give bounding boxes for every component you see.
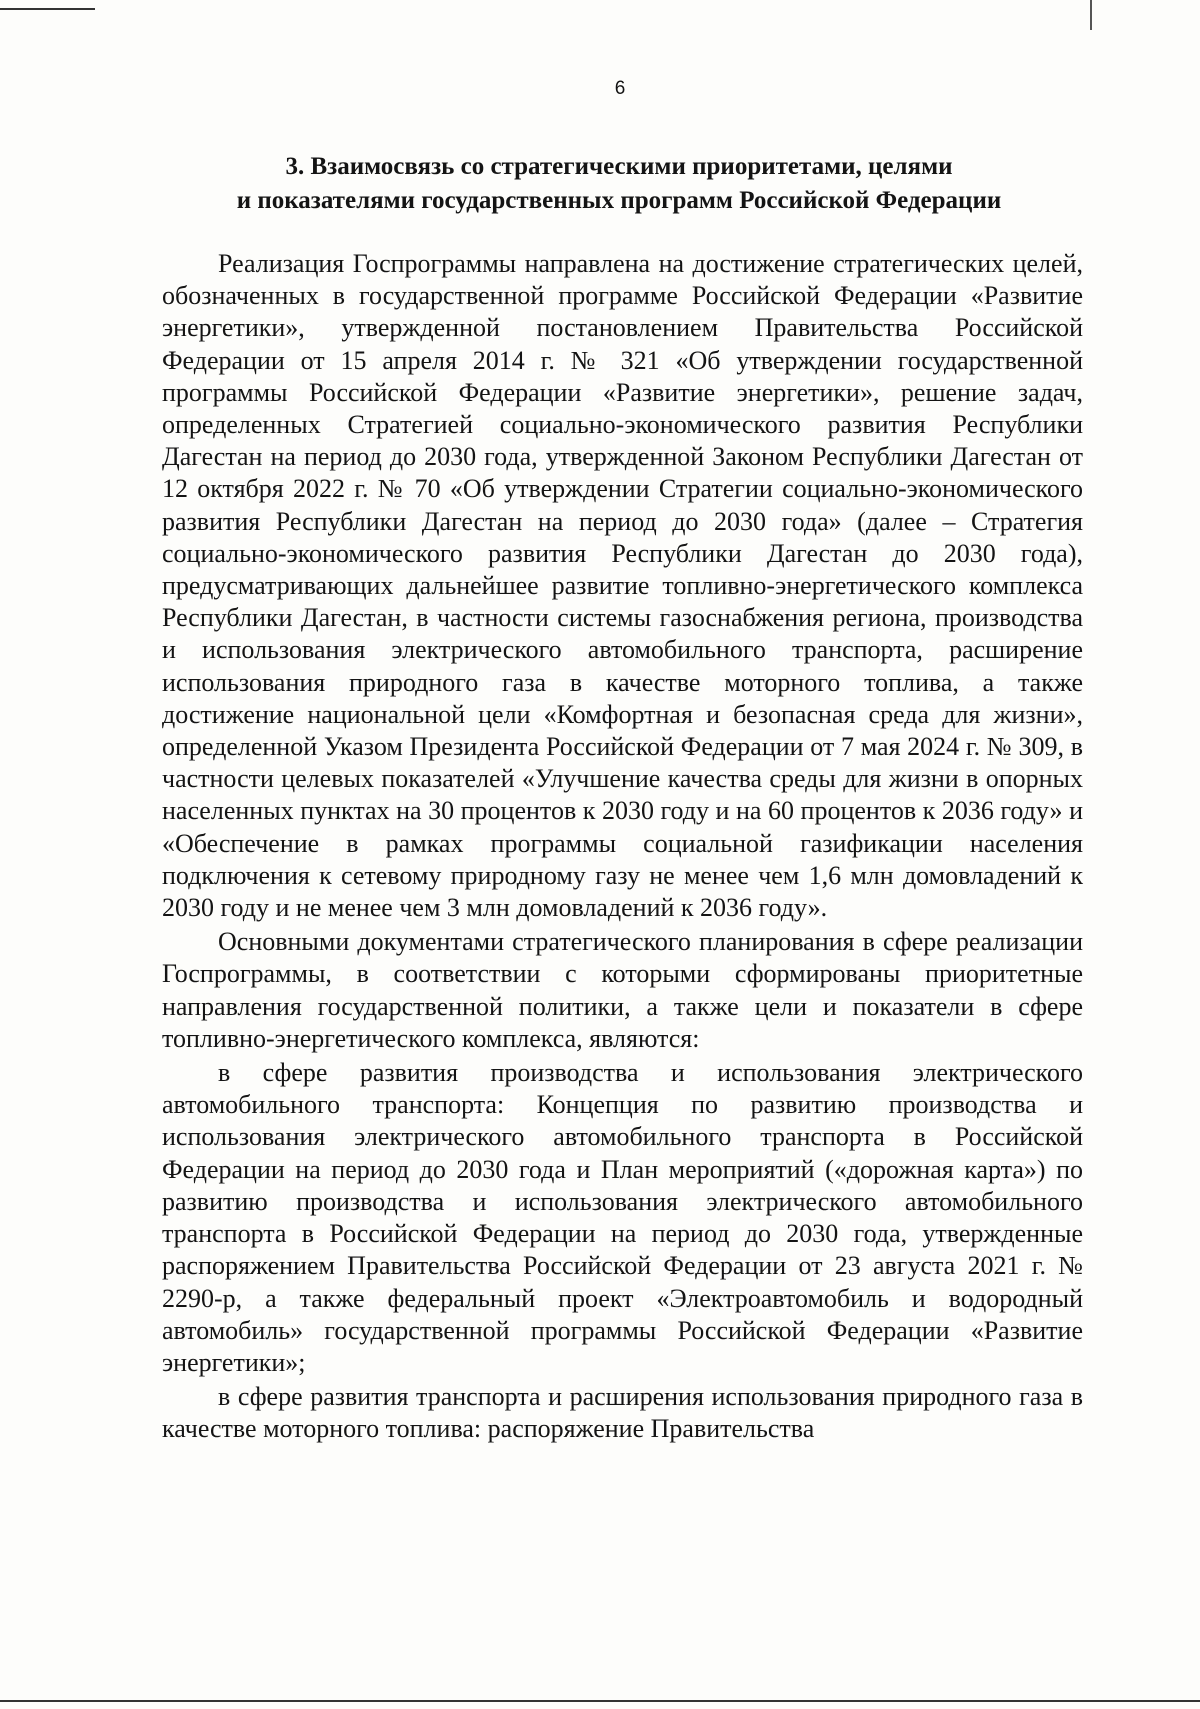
- scan-edge-bottom: [0, 1700, 1200, 1702]
- section-heading-line-1: 3. Взаимосвязь со стратегическими приоритетами, целями: [285, 153, 953, 180]
- paragraph-electric-transport: в сфере развития производства и использования электрического автомобильного транспорта: Концепция по развитию производства и использования электрического автомобильного транспорта в Российской Федерации на период до 2030 года и План мероприятий («дорожная карта») по развитию производства и использования электрического автомобильного транспорта в Российской Федерации на период до 2030 года, утвержденные распоряжением Правительства Российской Федерации от 23 августа 2021 г. № 2290-р, а также федеральный проект «Электроавтомобиль и водородный автомобиль» государственной программы Российской Федерации «Развитие энергетики»;: [162, 1058, 1083, 1377]
- section-heading-line-2: и показателями государственных программ Российской Федерации: [236, 187, 1002, 214]
- document-body: [162, 248, 1083, 1446]
- paragraph-goals: Реализация Госпрограммы направлена на достижение стратегических целей, обозначенных в государственной программе Российской Федерации «Развитие энергетики», утвержденной постановлением Правительства Российской Федерации от 15 апреля 2014 г. № 321 «Об утверждении государственной программы Российской Федерации «Развитие энергетики», решение задач, определенных Стратегией социально-экономического развития Республики Дагестан на период до 2030 года, утвержденной Законом Республики Дагестан от 12 октября 2022 г. № 70 «Об утверждении Стратегии социально-экономического развития Республики Дагестан на период до 2030 года» (далее – Стратегия социально-экономического развития Республики Дагестан до 2030 года), предусматривающих дальнейшее развитие топливно-энергетического комплекса Республики Дагестан, в частности системы газоснабжения региона, производства и использования электрического автомобильного транспорта, расширение использования природного газа в качестве моторного топлива, а также достижение национальной цели «Комфортная и безопасная среда для жизни», определенной Указом Президента Российской Федерации от 7 мая 2024 г. № 309, в частности целевых показателей «Улучшение качества среды для жизни в опорных населенных пунктах на 30 процентов к 2030 году и на 60 процентов к 2036 году» и «Обеспечение в рамках программы социальной газификации населения подключения к сетевому природному газу не менее чем 1,6 млн домовладений к 2030 году и не менее чем 3 млн домовладений к 2036 году».: [162, 249, 1083, 923]
- paragraph-planning-documents: Основными документами стратегического планирования в сфере реализации Госпрограммы, в соответствии с которыми сформированы приоритетные направления государственной политики, а также цели и показатели в сфере топливно-энергетического комплекса, являются:: [162, 927, 1083, 1053]
- scan-edge-top: [0, 8, 95, 10]
- scan-edge-top-right: [1090, 0, 1092, 30]
- page-number: 6: [614, 78, 626, 99]
- paragraph-natural-gas-fuel: в сфере развития транспорта и расширения использования природного газа в качестве моторного топлива: распоряжение Правительства: [162, 1382, 1083, 1444]
- section-heading: [150, 150, 1088, 218]
